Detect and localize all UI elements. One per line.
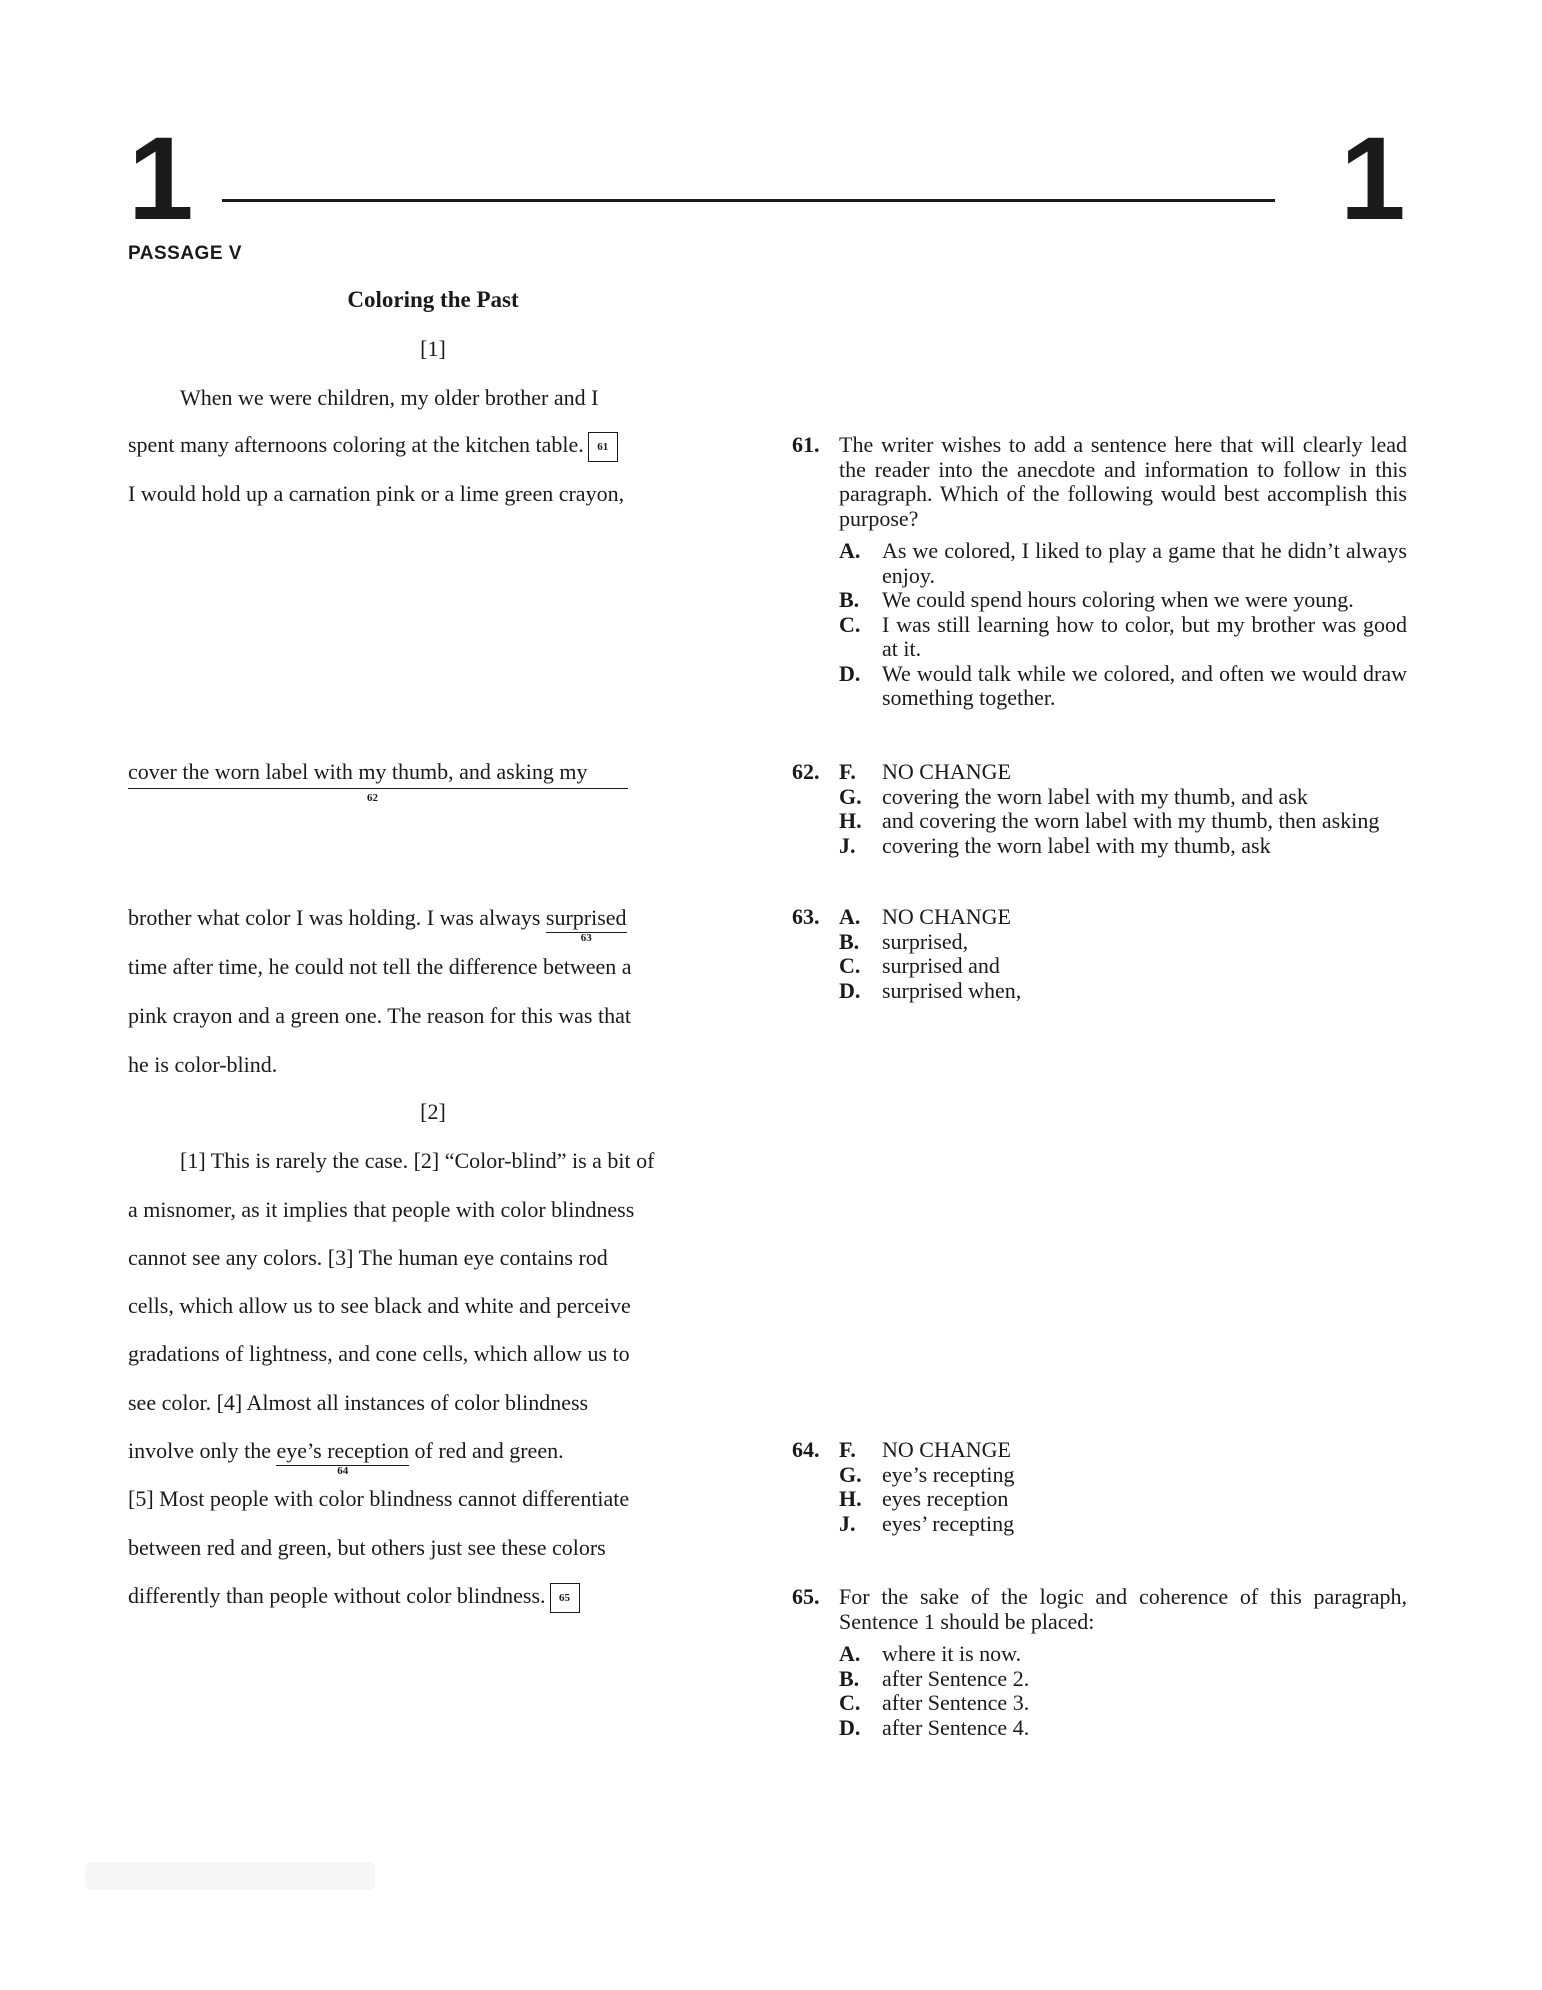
option-letter: J. (839, 1510, 856, 1536)
option-letter: B. (839, 1665, 860, 1691)
answer-options (792, 905, 1407, 1003)
option-text: surprised, (882, 928, 969, 954)
option-text: eyes reception (882, 1486, 1009, 1511)
option-text: covering the worn label with my thumb, and ask (882, 783, 1308, 809)
answer-option-a[interactable] (792, 1642, 1407, 1667)
option-letter: F. (839, 759, 856, 784)
option-text: We could spend hours coloring when we were young. (882, 587, 1354, 612)
question-number: 64. (792, 1437, 820, 1462)
underline-62[interactable] (128, 788, 628, 789)
answer-option-h[interactable] (792, 1487, 1407, 1512)
passage-line (128, 904, 627, 944)
passage-label: PASSAGE V (128, 243, 242, 264)
paragraph-number-2: [2] (420, 1099, 446, 1124)
answer-option-g[interactable] (792, 785, 1407, 810)
passage-line-text: involve only the (128, 1438, 277, 1463)
underlined-text: eye’s reception (276, 1438, 410, 1463)
passage-line: time after time, he could not tell the difference between a (128, 954, 632, 979)
question-stem: For the sake of the logic and coherence of this paragraph, Sentence 1 should be placed: (839, 1584, 1407, 1634)
answer-option-b[interactable] (792, 930, 1407, 955)
option-text: We would talk while we colored, and often we would draw something together. (882, 660, 1407, 710)
answer-option-c[interactable] (792, 954, 1407, 979)
passage-line: When we were children, my older brother and I (180, 385, 599, 410)
answer-option-d[interactable] (792, 662, 1407, 711)
option-letter: D. (839, 660, 861, 686)
passage-line: cells, which allow us to see black and white and perceive (128, 1293, 631, 1318)
question-number: 65. (792, 1584, 820, 1609)
header-rule (222, 199, 1275, 202)
answer-options (792, 539, 1407, 711)
passage-title: Coloring the Past (347, 287, 519, 312)
option-text: NO CHANGE (882, 759, 1011, 784)
answer-option-j[interactable] (792, 1512, 1407, 1537)
option-text: NO CHANGE (882, 1437, 1011, 1462)
answer-option-d[interactable] (792, 979, 1407, 1004)
option-letter: F. (839, 1437, 856, 1462)
underline-label-63: 63 (580, 932, 592, 944)
passage-line: [1] This is rarely the case. [2] “Color-blind” is a bit of (180, 1148, 655, 1173)
option-text: after Sentence 4. (882, 1714, 1030, 1740)
question-stem: The writer wishes to add a sentence here that will clearly lead the reader into the anecdote and information to follow in this paragraph. Which of the following would best accomplish this purpose? (839, 432, 1407, 531)
question-box-65[interactable]: 65 (550, 1583, 580, 1613)
underline-label-62: 62 (367, 792, 378, 804)
scan-smudge (85, 1862, 375, 1890)
passage-line: see color. [4] Almost all instances of color blindness (128, 1390, 589, 1415)
question-number: 61. (792, 432, 820, 457)
passage-line-text: brother what color I was holding. I was always (128, 905, 546, 930)
question-number: 63. (792, 904, 820, 929)
option-letter: H. (839, 1486, 862, 1511)
option-letter: B. (839, 928, 860, 954)
option-text: after Sentence 3. (882, 1690, 1030, 1715)
option-text: surprised when, (882, 977, 1022, 1003)
option-text: after Sentence 2. (882, 1665, 1030, 1691)
answer-option-d[interactable] (792, 1716, 1407, 1741)
passage-line: pink crayon and a green one. The reason for this was that (128, 1003, 631, 1028)
section-number-left: 1 (128, 113, 194, 245)
passage-line: cover the worn label with my thumb, and asking my (128, 759, 588, 784)
option-letter: A. (839, 904, 861, 929)
option-letter: C. (839, 611, 861, 637)
option-letter: G. (839, 783, 862, 809)
answer-option-f[interactable] (792, 1438, 1407, 1463)
section-number-right: 1 (1340, 113, 1406, 245)
option-text: NO CHANGE (882, 904, 1011, 929)
option-letter: J. (839, 832, 856, 858)
option-text: As we colored, I liked to play a game that he didn’t always enjoy. (882, 538, 1407, 588)
answer-option-j[interactable] (792, 834, 1407, 859)
passage-line-text: differently than people without color blindness. (128, 1583, 546, 1608)
underline-64[interactable] (276, 1437, 410, 1477)
option-letter: H. (839, 808, 862, 833)
answer-option-b[interactable] (792, 1667, 1407, 1692)
option-letter: D. (839, 1714, 861, 1740)
question-64 (792, 1438, 1407, 1536)
passage-line: [5] Most people with color blindness cannot differentiate (128, 1486, 630, 1511)
answer-option-c[interactable] (792, 613, 1407, 662)
question-65 (792, 1585, 1407, 1740)
answer-option-a[interactable] (792, 905, 1407, 930)
answer-options (792, 760, 1407, 858)
passage-line: he is color-blind. (128, 1052, 278, 1077)
option-text: eye’s recepting (882, 1461, 1015, 1487)
option-letter: A. (839, 1641, 861, 1666)
answer-option-g[interactable] (792, 1463, 1407, 1488)
answer-option-c[interactable] (792, 1691, 1407, 1716)
option-letter: C. (839, 1690, 861, 1715)
underline-label-64: 64 (337, 1465, 349, 1477)
question-62 (792, 760, 1407, 858)
option-text: where it is now. (882, 1641, 1022, 1666)
option-letter: B. (839, 587, 860, 612)
answer-options (792, 1438, 1407, 1536)
question-box-61[interactable]: 61 (588, 432, 618, 462)
option-text: covering the worn label with my thumb, ask (882, 832, 1271, 858)
option-letter: A. (839, 538, 861, 563)
passage-line (128, 1437, 564, 1477)
passage-line: between red and green, but others just see these colors (128, 1535, 606, 1560)
passage-line: a misnomer, as it implies that people with color blindness (128, 1197, 635, 1222)
passage-line: I would hold up a carnation pink or a lime green crayon, (128, 481, 625, 506)
answer-option-h[interactable] (792, 809, 1407, 834)
question-number: 62. (792, 759, 820, 784)
option-letter: G. (839, 1461, 862, 1487)
paragraph-number-1: [1] (420, 336, 446, 361)
passage-line: cannot see any colors. [3] The human eye contains rod (128, 1245, 608, 1270)
underlined-text: surprised (545, 905, 627, 930)
question-63 (792, 905, 1407, 1003)
answer-options (792, 1642, 1407, 1740)
passage-line-text: spent many afternoons coloring at the kitchen table. (128, 432, 584, 457)
answer-option-a[interactable] (792, 539, 1407, 588)
option-letter: D. (839, 977, 861, 1003)
option-text: eyes’ recepting (882, 1510, 1015, 1536)
answer-option-b[interactable] (792, 588, 1407, 613)
underline-63[interactable] (545, 904, 627, 944)
option-text: I was still learning how to color, but my brother was good at it. (882, 611, 1407, 661)
passage-line (128, 1582, 580, 1613)
question-61 (792, 433, 1407, 711)
option-text: surprised and (882, 953, 1000, 978)
answer-option-f[interactable] (792, 760, 1407, 785)
passage-line (128, 431, 618, 462)
passage-line: gradations of lightness, and cone cells, which allow us to (128, 1341, 630, 1366)
option-text: and covering the worn label with my thumb, then asking (882, 808, 1380, 833)
passage-line-text: of red and green. (409, 1438, 564, 1463)
option-letter: C. (839, 953, 861, 978)
